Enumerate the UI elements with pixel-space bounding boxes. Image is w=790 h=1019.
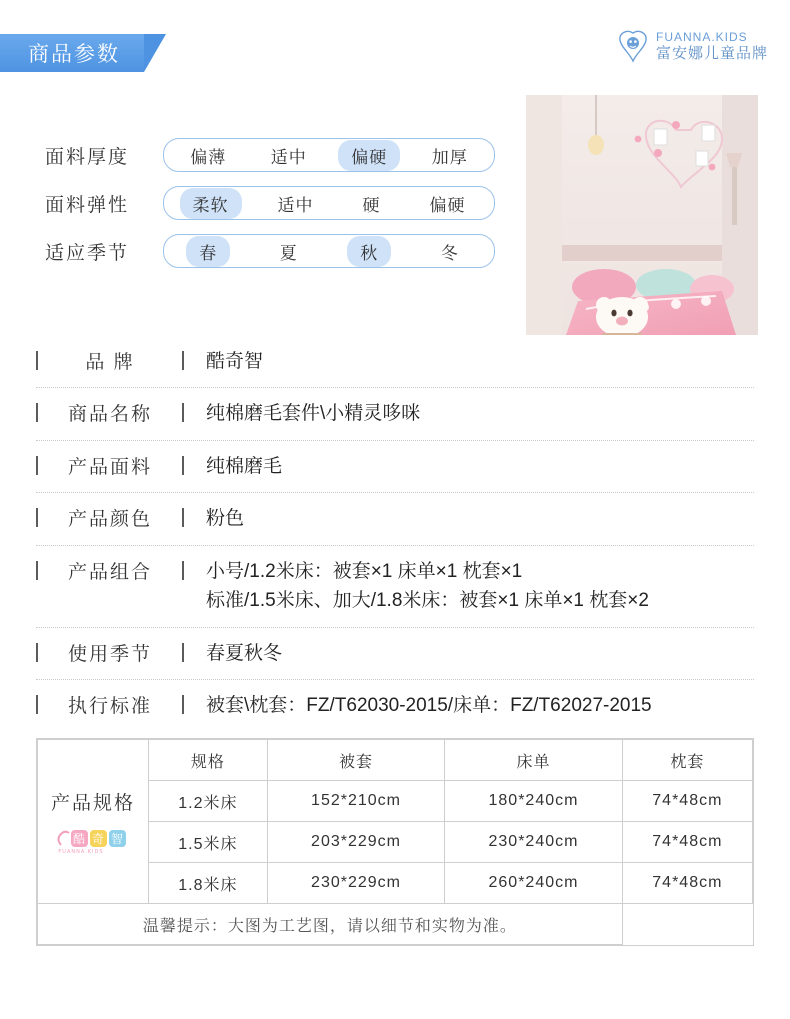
- spec-key-text: 使用季节: [67, 643, 152, 665]
- spec-value: 纯棉磨毛: [206, 455, 283, 477]
- attribute-row-elasticity: [45, 186, 495, 220]
- fuanna-kids-logo-icon: [618, 30, 648, 64]
- spec-row: [36, 628, 754, 680]
- spec-key: [36, 452, 184, 479]
- attribute-label-season: 适应季节: [45, 242, 130, 264]
- attribute-options-thickness: [163, 138, 495, 172]
- spec-key-text: 产品面料: [67, 456, 152, 478]
- table-cell: 180*240cm: [445, 781, 622, 822]
- attribute-row-season: [45, 234, 495, 268]
- spec-row: [36, 546, 754, 628]
- spec-key: [36, 639, 184, 666]
- kuqizhi-logo-icon: [39, 825, 147, 855]
- table-cell: 74*48cm: [622, 863, 752, 904]
- table-cell: 152*210cm: [267, 781, 444, 822]
- spec-key-text: 产品颜色: [67, 509, 152, 531]
- svg-text:奇: 奇: [91, 832, 106, 846]
- spec-key: [36, 399, 184, 426]
- spec-key-text: 商品名称: [67, 404, 152, 426]
- spec-row: [36, 388, 754, 440]
- attribute-option-selected[interactable]: 春: [186, 236, 230, 267]
- spec-row: [36, 441, 754, 493]
- spec-key-text: 品 牌: [85, 352, 135, 373]
- spec-value: 纯棉磨毛套件\小精灵哆咪: [206, 403, 421, 425]
- attribute-selector-block: [45, 138, 495, 282]
- attribute-option-selected[interactable]: 秋: [347, 236, 391, 267]
- spec-value-line2: 标准/1.5米床、加大/1.8米床：被套×1 床单×1 枕套×2: [206, 590, 649, 612]
- table-cell: 230*240cm: [445, 822, 622, 863]
- attribute-option[interactable]: 加厚: [431, 147, 468, 167]
- spec-list: [36, 336, 754, 732]
- spec-key: [36, 691, 184, 718]
- attribute-options-season: [163, 234, 495, 268]
- section-title: 商品参数: [28, 43, 120, 66]
- spec-key-text: 产品组合: [67, 561, 152, 583]
- attribute-label-thickness: 面料厚度: [45, 146, 130, 168]
- size-table-side-title: 产品规格: [50, 793, 135, 814]
- table-header-cell: 床单: [445, 740, 622, 781]
- attribute-option[interactable]: 适中: [277, 195, 314, 215]
- table-header-cell: 被套: [267, 740, 444, 781]
- size-table-side-cell: [38, 740, 149, 904]
- table-cell: 74*48cm: [622, 822, 752, 863]
- spec-value-line1: 小号/1.2米床：被套×1 床单×1 枕套×1: [206, 560, 523, 582]
- size-table-container: [36, 738, 754, 946]
- size-table: [37, 739, 753, 945]
- table-header-cell: 规格: [149, 740, 268, 781]
- spec-value: 粉色: [206, 508, 245, 530]
- page-header: [0, 0, 790, 76]
- section-title-tab: [0, 34, 144, 72]
- table-cell: 74*48cm: [622, 781, 752, 822]
- spec-key: [36, 504, 184, 531]
- attribute-option-selected[interactable]: 柔软: [180, 188, 242, 219]
- table-cell: 260*240cm: [445, 863, 622, 904]
- table-cell: 1.5米床: [149, 822, 268, 863]
- spec-row: [36, 493, 754, 545]
- table-note-row: [38, 904, 753, 945]
- spec-value-multiline: [184, 557, 649, 616]
- attribute-option[interactable]: 硬: [362, 195, 381, 215]
- size-table-note: 温馨提示：大图为工艺图，请以细节和实物为准。: [38, 904, 623, 945]
- attribute-option[interactable]: 冬: [440, 243, 459, 263]
- spec-value: 春夏秋冬: [206, 642, 283, 664]
- spec-key: [36, 557, 184, 584]
- attribute-options-elasticity: [163, 186, 495, 220]
- table-cell: 1.2米床: [149, 781, 268, 822]
- attribute-row-thickness: [45, 138, 495, 172]
- brand-logo-block: [618, 30, 768, 64]
- table-header-cell: 枕套: [622, 740, 752, 781]
- attribute-option[interactable]: 偏薄: [190, 147, 227, 167]
- table-cell: 203*229cm: [267, 822, 444, 863]
- spec-key-text: 执行标准: [67, 696, 152, 718]
- attribute-option[interactable]: 适中: [270, 147, 307, 167]
- table-cell: 1.8米床: [149, 863, 268, 904]
- spec-value: 酷奇智: [206, 351, 264, 372]
- brand-text-block: [656, 30, 768, 64]
- brand-name-cn: 富安娜儿童品牌: [655, 45, 768, 62]
- spec-key: [36, 347, 184, 374]
- tab-notch-shape: [144, 34, 166, 72]
- svg-text:酷: 酷: [72, 832, 87, 846]
- product-photo: [526, 95, 758, 335]
- attribute-option[interactable]: 夏: [279, 243, 298, 263]
- spec-row: [36, 336, 754, 388]
- table-cell: 230*229cm: [267, 863, 444, 904]
- svg-text:FUANNA.KIDS: FUANNA.KIDS: [58, 849, 104, 855]
- svg-text:智: 智: [110, 832, 125, 846]
- attribute-option[interactable]: 偏硬: [429, 195, 466, 215]
- attribute-label-elasticity: 面料弹性: [45, 194, 130, 216]
- spec-value: 被套\枕套：FZ/T62030-2015/床单：FZ/T62027-2015: [206, 695, 652, 717]
- attribute-option-selected[interactable]: 偏硬: [338, 140, 400, 171]
- spec-row: [36, 680, 754, 731]
- table-header-row: [38, 740, 753, 781]
- brand-name-en: FUANNA.KIDS: [655, 30, 748, 44]
